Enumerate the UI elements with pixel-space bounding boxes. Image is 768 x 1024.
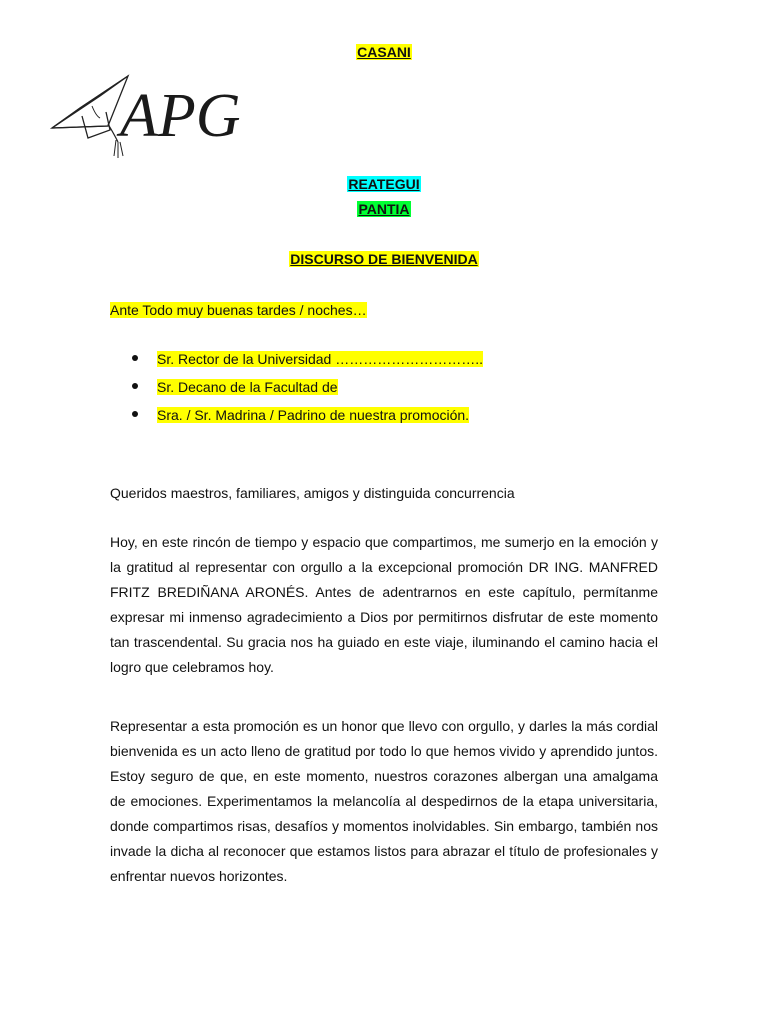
bullet-icon — [132, 383, 138, 389]
header-name-reategui: REATEGUI — [348, 176, 420, 192]
list-item: Sr. Decano de la Facultad de — [110, 378, 483, 406]
salutation-list — [110, 350, 483, 434]
list-item: Sr. Rector de la Universidad ………………………….. — [110, 350, 483, 378]
bullet-icon — [132, 355, 138, 361]
graduation-cap-logo-icon — [48, 66, 248, 176]
logo-text: APG — [120, 82, 241, 150]
bullet-icon — [132, 411, 138, 417]
paragraph: Representar a esta promoción es un honor que llevo con orgullo, y darles la más cordial bienvenida es un acto lleno de gratitud por todo lo que hemos vivido y aprendido juntos. Estoy seguro de que, en este momento, nuestros corazones albergan una amalgama de emociones. Experimentamos la melancolía al despedirnos de la etapa universitaria, donde compartimos risas, desafíos y momentos inolvidables. Sin embargo, también nos invade la dicha al reconocer que estamos listos para abrazar el título de profesionales y enfrentar nuevos horizontes. — [110, 718, 658, 884]
greeting-line: Ante Todo muy buenas tardes / noches… — [110, 302, 367, 318]
audience-salutation: Queridos maestros, familiares, amigos y distinguida concurrencia — [110, 485, 515, 501]
document-title: DISCURSO DE BIENVENIDA — [290, 251, 478, 267]
paragraph: Hoy, en este rincón de tiempo y espacio que compartimos, me sumerjo en la emoción y la gratitud al representar con orgullo a la excepcional promoción DR ING. MANFRED FRITZ BREDIÑANA ARONÉS. Antes de adentrarnos en este capítulo, permítanme expresar mi inmenso agradecimiento a Dios por permitirnos disfrutar de este momento tan trascendental. Su gracia nos ha guiado en este viaje, iluminando el camino hacia el logro que celebramos hoy. — [110, 534, 658, 675]
list-item: Sra. / Sr. Madrina / Padrino de nuestra promoción. — [110, 406, 483, 434]
header-name-pantia: PANTIA — [358, 201, 410, 217]
header-name-casani: CASANI — [357, 44, 411, 60]
